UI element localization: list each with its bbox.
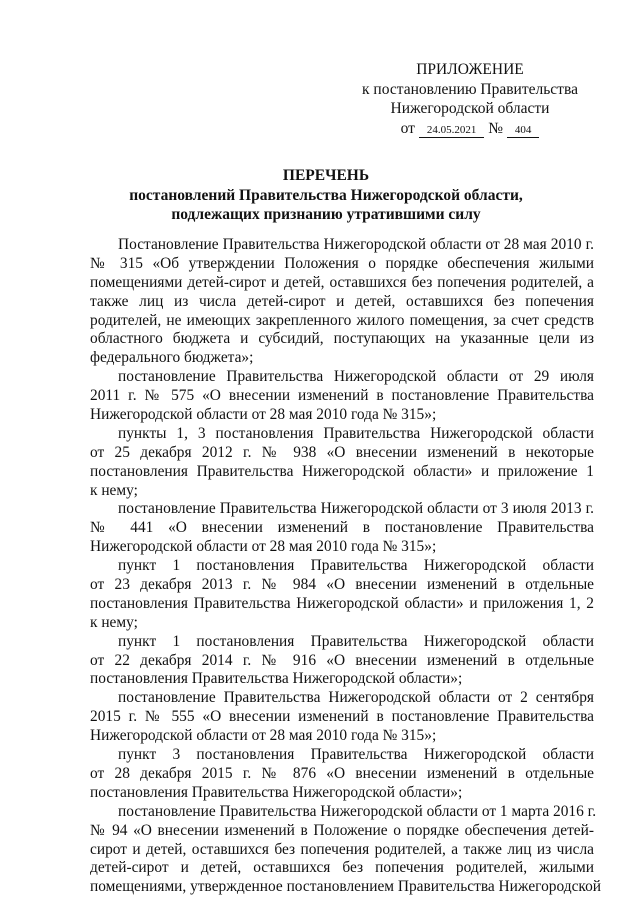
paragraph-line: постановления Правительства Нижегородской области» и приложения 1, 2 xyxy=(90,594,594,612)
list-heading xyxy=(60,166,592,225)
paragraph-line: Нижегородской области от 28 мая 2010 года № 315»; xyxy=(90,727,437,745)
paragraph-line: Нижегородской области от 28 мая 2010 года № 315»; xyxy=(90,406,437,424)
list-paragraph xyxy=(90,633,594,690)
paragraph-line: к нему; xyxy=(90,481,138,499)
paragraph-line: помещениями детей-сирот и детей, оставшихся без попечения родителей, а xyxy=(90,273,594,291)
paragraph-line: постановления Правительства Нижегородской области»; xyxy=(90,670,463,688)
paragraph-line: областного бюджета и субсидий, поступающих на указанные цели из xyxy=(90,330,594,348)
heading-line-2: постановлений Правительства Нижегородской области, xyxy=(129,186,523,204)
number-label: № xyxy=(488,119,503,137)
paragraph-line: постановления Правительства Нижегородской области»; xyxy=(90,783,463,801)
paragraph-line: постановление Правительства Нижегородской области от 2 сентября xyxy=(118,689,594,707)
appendix-block xyxy=(350,60,590,138)
paragraph-line: 2015 г. № 555 «О внесении изменений в постановление Правительства xyxy=(90,708,594,726)
appendix-date-number-line xyxy=(350,119,590,139)
paragraph-line: № 441 «О внесении изменений в постановление Правительства xyxy=(90,519,594,537)
appendix-line-2: Нижегородской области xyxy=(390,100,550,117)
list-paragraph xyxy=(90,689,594,746)
document-body xyxy=(90,236,602,897)
paragraph-line: № 315 «Об утверждении Положения о порядке обеспечения жилыми xyxy=(90,254,594,272)
list-paragraph xyxy=(90,236,594,368)
paragraph-line: родителей, не имеющих закрепленного жилого помещения, за счет средств xyxy=(90,311,594,329)
paragraph-line: пункт 3 постановления Правительства Нижегородской области xyxy=(118,746,594,764)
paragraph-line: от 22 декабря 2014 г. № 916 «О внесении изменений в отдельные xyxy=(90,651,594,669)
list-paragraph xyxy=(90,425,594,501)
from-label: от xyxy=(400,119,415,137)
paragraph-line: пункты 1, 3 постановления Правительства Нижегородской области xyxy=(118,424,594,442)
heading-title: ПЕРЕЧЕНЬ xyxy=(282,167,370,184)
paragraph-line: детей-сирот и детей, оставшихся без попечения родителей, жилыми xyxy=(90,859,594,877)
paragraph-line: также лиц из числа детей-сирот и детей, оставшихся без попечения xyxy=(90,292,594,310)
list-paragraph xyxy=(90,746,594,803)
paragraph-line: постановление Правительства Нижегородской области от 1 марта 2016 г. xyxy=(118,802,597,820)
paragraph-line: помещениями, утвержденное постановлением Правительства Нижегородской xyxy=(90,878,602,896)
paragraph-line: от 25 декабря 2012 г. № 938 «О внесении изменений в некоторые xyxy=(90,443,594,461)
paragraph-line: постановление Правительства Нижегородской области от 29 июля xyxy=(118,368,594,386)
paragraph-line: постановление Правительства Нижегородской области от 3 июля 2013 г. xyxy=(118,500,594,518)
paragraph-line: пункт 1 постановления Правительства Нижегородской области xyxy=(118,632,594,650)
paragraph-line: постановления Правительства Нижегородской области» и приложение 1 xyxy=(90,462,594,480)
heading-line-3: подлежащих признанию утратившими силу xyxy=(171,206,481,223)
paragraph-line: пункт 1 постановления Правительства Нижегородской области xyxy=(118,557,594,575)
appendix-line-1: к постановлению Правительства xyxy=(362,80,578,98)
list-paragraph xyxy=(90,500,594,557)
paragraph-line: от 23 декабря 2013 г. № 984 «О внесении изменений в отдельные xyxy=(90,576,594,594)
paragraph-line: Постановление Правительства Нижегородской области от 28 мая 2010 г. xyxy=(118,236,594,253)
paragraph-line: сирот и детей, оставшихся без попечения родителей, а также лиц из числа xyxy=(90,840,594,858)
list-paragraph xyxy=(90,802,602,897)
paragraph-line: к нему; xyxy=(90,613,138,631)
paragraph-line: 2011 г. № 575 «О внесении изменений в постановление Правительства xyxy=(90,387,594,405)
paragraph-line: от 28 декабря 2015 г. № 876 «О внесении изменений в отдельные xyxy=(90,764,594,782)
paragraph-line: Нижегородской области от 28 мая 2010 года № 315»; xyxy=(90,538,437,556)
appendix-title: ПРИЛОЖЕНИЕ xyxy=(416,61,524,78)
document-number: 404 xyxy=(507,124,540,138)
paragraph-line: № 94 «О внесении изменений в Положение о порядке обеспечения детей- xyxy=(90,821,594,839)
document-date: 24.05.2021 xyxy=(419,124,485,138)
list-paragraph xyxy=(90,368,594,425)
paragraph-line: федерального бюджета»; xyxy=(90,349,254,367)
list-paragraph xyxy=(90,557,594,633)
